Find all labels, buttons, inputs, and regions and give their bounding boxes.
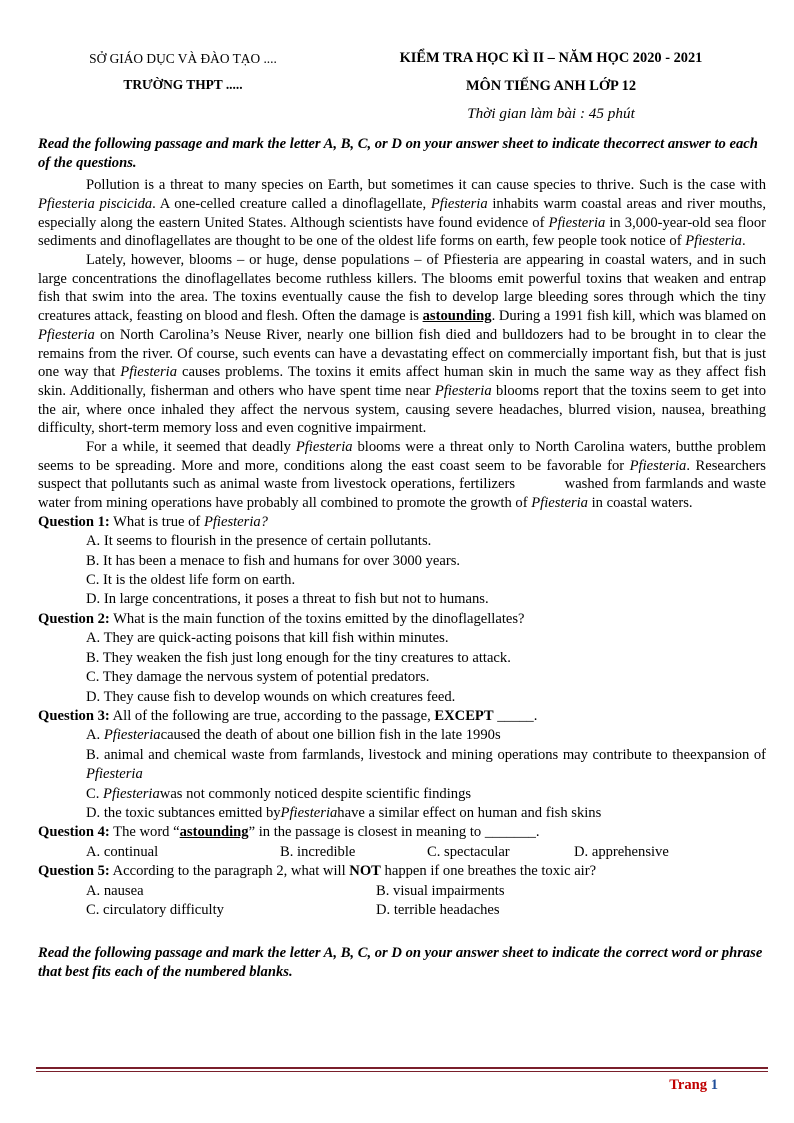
footer-divider-thin — [36, 1071, 768, 1072]
q4-option-b: B. incredible — [280, 843, 356, 860]
q1-option-b: B. It has been a menace to fish and humans for over 3000 years. — [86, 552, 461, 569]
q2-option-b: B. They weaken the fish just long enough for the tiny creatures to attack. — [86, 649, 511, 666]
q4-option-c: C. spectacular — [427, 843, 510, 860]
exam-title: KIỂM TRA HỌC KÌ II – NĂM HỌC 2020 - 2021 — [399, 50, 703, 66]
question-1: Question 1: What is true of Pfiesteria? — [38, 513, 268, 530]
q2-option-a: A. They are quick-acting poisons that kill fish within minutes. — [86, 630, 449, 647]
passage-paragraph-1: Pollution is a threat to many species on Earth, but sometimes it can cause species to thrive. Such is the case with Pfiesteria piscicida. A one-celled creature called a dinoflagellate, Pfiesteria inhabits warm coastal areas and river mouths, especially along the eastern United States. Although scientists have found evidence of Pfiesteria in 3,000-year-old sea floor sediments and dinoflagellates are thought to be one of the oldest life forms on earth, few people took notice of Pfiesteria. — [38, 177, 766, 250]
q4-option-d: D. apprehensive — [574, 843, 669, 860]
q1-option-c: C. It is the oldest life form on earth. — [86, 572, 296, 589]
instruction-reading: Read the following passage and mark the letter A, B, C, or D on your answer sheet to indicate thecorrect answer to each of the questions. — [38, 136, 758, 171]
header-right — [366, 44, 736, 128]
question-5: Question 5: According to the paragraph 2, what will NOT happen if one breathes the toxic air? — [38, 863, 597, 880]
q2-option-d: D. They cause fish to develop wounds on which creatures feed. — [86, 688, 456, 705]
q5-option-c: C. circulatory difficulty — [86, 901, 224, 918]
question-4: Question 4: The word “astounding” in the passage is closest in meaning to _______. — [38, 824, 540, 841]
q5-option-a: A. nausea — [86, 882, 144, 899]
instruction-cloze: Read the following passage and mark the letter A, B, C, or D on your answer sheet to indicate the correct word or phrase that best fits each of the numbered blanks. — [38, 945, 763, 980]
q3-option-b: B. animal and chemical waste from farmlands, livestock and mining operations may contribute to theexpansion of Pfiesteria — [86, 746, 766, 783]
exam-header — [38, 42, 766, 126]
subject-title: MÔN TIẾNG ANH LỚP 12 — [465, 78, 637, 94]
q4-option-a: A. continual — [86, 843, 159, 860]
exam-page — [38, 42, 770, 986]
exam-time: Thời gian làm bài : 45 phút — [467, 105, 635, 122]
footer-divider — [36, 1067, 768, 1069]
question-3: Question 3: All of the following are true, according to the passage, EXCEPT _____. — [38, 707, 538, 724]
passage-paragraph-3: For a while, it seemed that deadly Pfiesteria blooms were a threat only to North Carolina waters, butthe problem seems to be spreading. More and more, conditions along the east coast seem to be favorable for Pfiesteria. Researchers suspect that pollutants such as animal waste from livestock operations, fertilizers washed from farmlands and waste water from mining operations have probably all combined to promote the growth of Pfiesteria in coastal waters. — [38, 439, 770, 512]
q5-option-b: B. visual impairments — [376, 882, 505, 899]
department-name: SỞ GIÁO DỤC VÀ ĐÀO TẠO .... — [89, 51, 277, 66]
passage-paragraph-2: Lately, however, blooms – or huge, dense populations – of Pfiesteria are appearing in coastal waters, and in such large concentrations the dinoflagellates become ruthless killers. The blooms emit powerful toxins that weaken and entrap fish that swim into the area. The toxins eventually cause the fish to develop large bleeding sores through which the tiny creatures attack, feasting on blood and flesh. Often the damage is astounding. During a 1991 fish kill, which was blamed on Pfiesteria on North Carolina’s Neuse River, nearly one billion fish died and bulldozers had to be brought in to clear the remains from the river. Of course, such events can have a devastating effect on commercially important fish, but that is just one way that Pfiesteria causes problems. The toxins it emits affect human skin in much the same way as they affect fish skin. Additionally, fisherman and others who have spent time near Pfiesteria blooms report that the toxins seem to get into the air, where once inhaled they affect the nervous system, causing severe headaches, blurred vision, nausea, breathing difficulty, short-term memory loss and even cognitive impairment. — [38, 252, 766, 437]
q2-option-c: C. They damage the nervous system of potential predators. — [86, 669, 430, 686]
q5-option-d: D. terrible headaches — [376, 901, 500, 918]
q5-options-row-1 — [38, 882, 766, 901]
q5-options-row-2 — [38, 901, 766, 920]
q1-option-a: A. It seems to flourish in the presence of certain pollutants. — [86, 533, 432, 550]
q1-option-d: D. In large concentrations, it poses a threat to fish but not to humans. — [86, 591, 489, 608]
q4-options — [38, 843, 766, 862]
header-left — [38, 46, 328, 98]
school-name: TRƯỜNG THPT ..... — [123, 77, 243, 92]
underlined-word-astounding: astounding — [422, 308, 492, 325]
q3-option-d: D. the toxic subtances emitted byPfiesteriahave a similar effect on human and fish skins — [86, 804, 602, 821]
question-2: Question 2: What is the main function of the toxins emitted by the dinoflagellates? — [38, 610, 525, 627]
page-number: Trang 1 — [669, 1077, 718, 1093]
q3-option-a: A. Pfiesteriacaused the death of about one billion fish in the late 1990s — [86, 727, 501, 744]
q3-option-c: C. Pfiesteriawas not commonly noticed despite scientific findings — [86, 785, 472, 802]
